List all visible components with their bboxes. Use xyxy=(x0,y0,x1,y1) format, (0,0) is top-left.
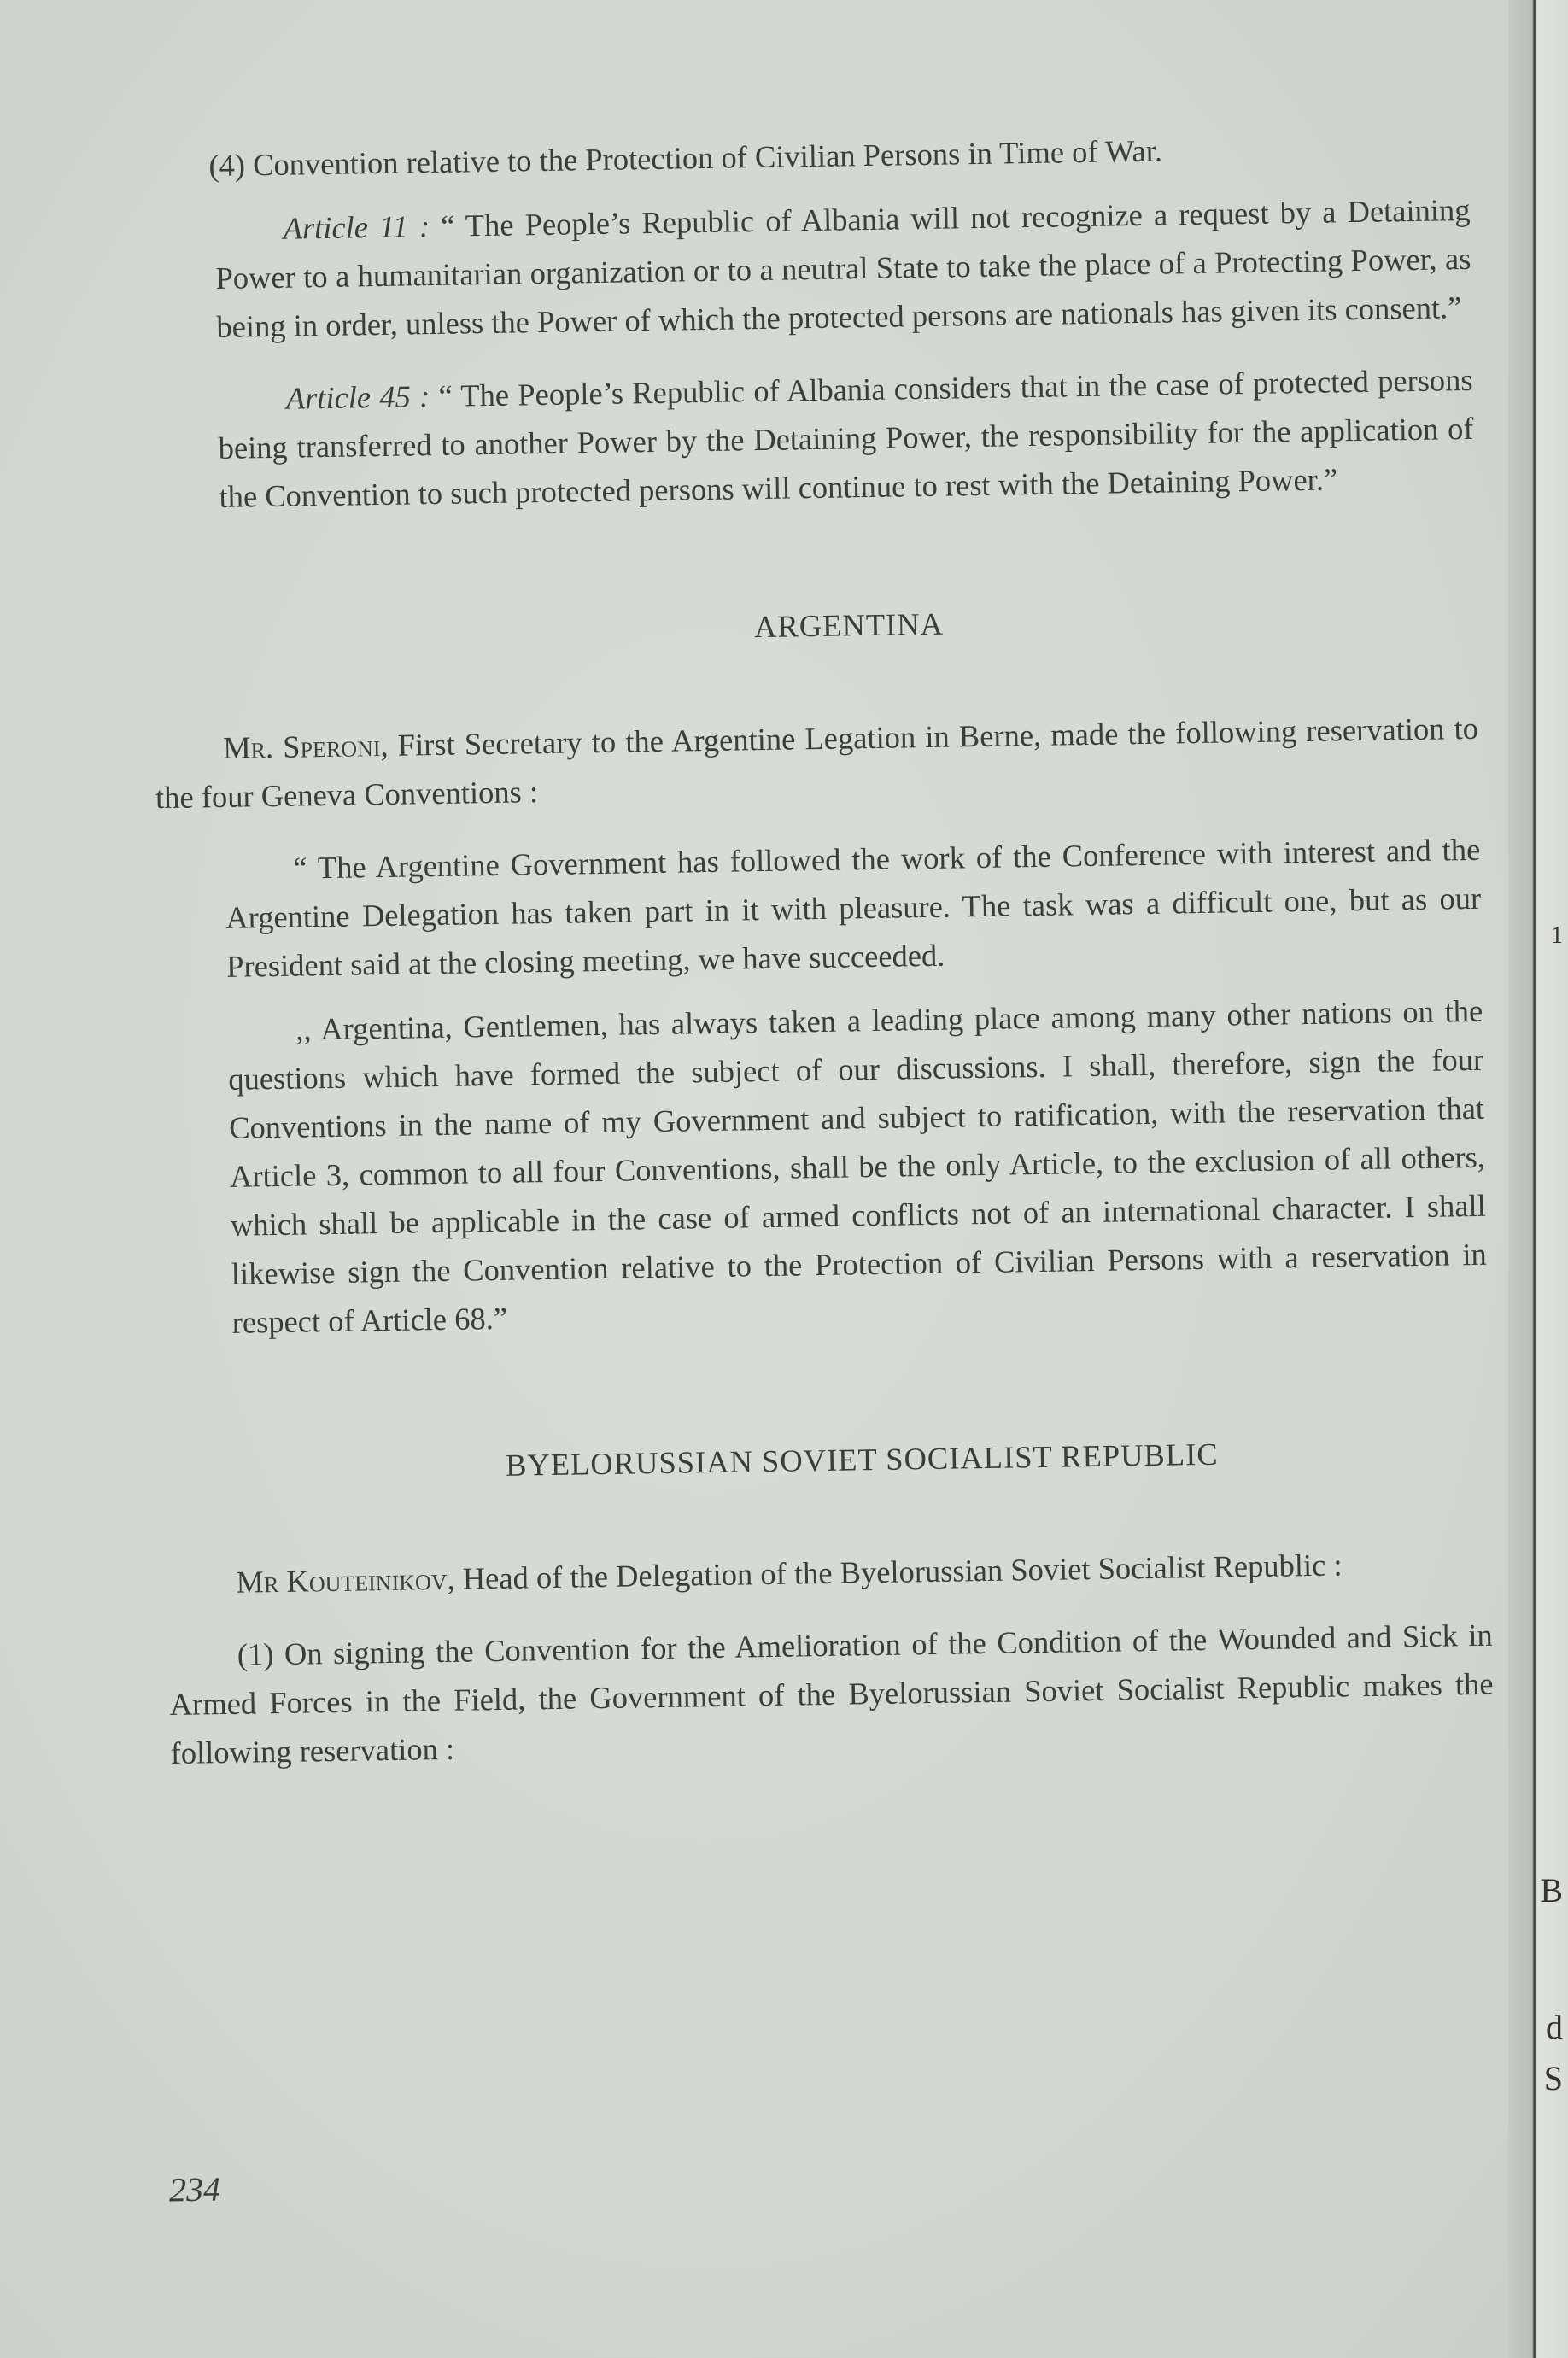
byelorussian-item-1: (1) On signing the Convention for the Amelioration of the Condition of the Wounded and Sick in Armed Forces in the Field, the Government of the Byelorussian Soviet Socialist Republic makes the following reservation : xyxy=(169,1617,1494,1771)
edge-fragment: B xyxy=(1540,1871,1563,1910)
article-45-paragraph xyxy=(217,355,1475,521)
edge-fragment: S xyxy=(1543,2059,1563,2098)
page-body xyxy=(155,121,1495,1776)
kouteinikov-intro-text: , Head of the Delegation of the Byelorussian Soviet Socialist Republic : xyxy=(447,1547,1343,1596)
edge-fragment: d xyxy=(1546,2008,1563,2046)
article-11-text: “ The People’s Republic of Albania will not recognize a request by a Detaining Power to a humanitarian organization or to a neutral State to take the place of a Protecting Power, as being in order, unless the Power of which the protected persons are nationals has given its consent.” xyxy=(215,191,1471,344)
page-number: 234 xyxy=(168,2169,221,2209)
speroni-name: Mr. Speroni xyxy=(222,728,381,765)
book-spine xyxy=(1508,0,1568,2358)
speroni-intro-text: , First Secretary to the Argentine Legation in Berne, made the following reservation to the four Geneva Conventions : xyxy=(155,710,1479,816)
albania-convention-item: (4) Convention relative to the Protection of Civilian Persons in Time of War. xyxy=(208,132,1163,184)
kouteinikov-name: Mr Kouteinikov xyxy=(236,1560,448,1600)
article-45-text: “ The People’s Republic of Albania considers that in the case of protected persons being transferred to another Power by the Detaining Power, the responsibility for the application of the Convention to such protected persons will continue to rest with the Detaining Power.” xyxy=(218,361,1474,514)
heading-byelorussian: BYELORUSSIAN SOVIET SOCIALIST REPUBLIC xyxy=(505,1436,1219,1483)
argentina-quote-2: ,, Argentina, Gentlemen, has always taken a leading place among many other nations on the questions which have formed the subject of our discussions. I shall, therefore, sign the four Conventions in the name of my Government and subject to ratification, with the reservation that Article 3, common to all four Conventions, shall be the only Article, to the exclusion of all others, which shall be applicable in the case of armed conflicts not of an international character. I shall likewise sign the Convention relative to the Protection of Civilian Persons with a reservation in respect of Article 68.” xyxy=(227,992,1487,1340)
article-11-paragraph xyxy=(214,185,1472,351)
argentina-quote-1: “ The Argentine Government has followed the work of the Conference with interest and the Argentine Delegation has taken part in it with pleasure. The task was a difficult one, but as our President said at the closing meeting, we have succeeded. xyxy=(225,831,1482,984)
edge-fragment: 1 xyxy=(1551,922,1563,949)
article-45-label: Article 45 : xyxy=(285,378,430,416)
heading-argentina: ARGENTINA xyxy=(753,606,945,645)
article-11-label: Article 11 : xyxy=(283,208,430,246)
